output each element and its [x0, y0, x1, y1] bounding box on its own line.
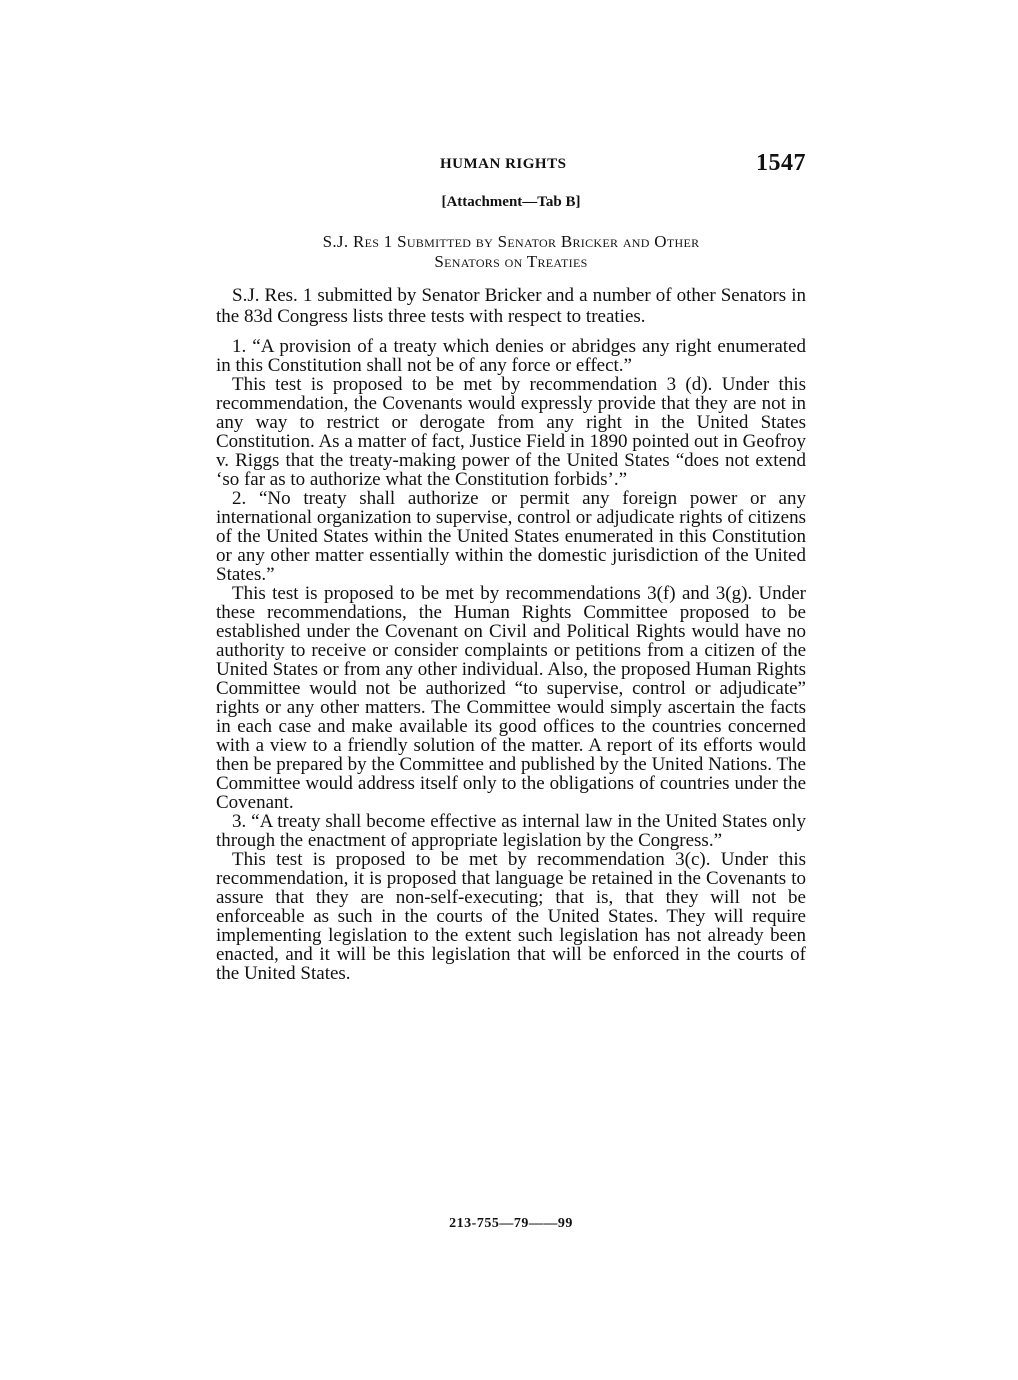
test-3-response: This test is proposed to be met by recommendation 3(c). Under this recommendation, it is proposed that language be retained in the Covenants to assure that they are non-self-executing; that is, that they will not be enforceable as such in the courts of the United States. They will require implementing legislation to the extent such legislation has not already been enacted, and it will be this legislation that will be enforced in the courts of the United States. — [216, 849, 806, 984]
running-title: HUMAN RIGHTS — [440, 156, 567, 172]
test-2-quote: 2. “No treaty shall authorize or permit any foreign power or any international organization to supervise, control or adjudicate rights of citizens of the United States within the United States enumerated in this Constitution or any other matter essentially within the domestic jurisdiction of the United States.” — [216, 488, 806, 585]
page-number: 1547 — [756, 150, 806, 176]
test-2-response: This test is proposed to be met by recommendations 3(f) and 3(g). Under these recommendations, the Human Rights Committee proposed to be established under the Covenant on Civil and Political Rights would have no authority to receive or consider complaints or petitions from a citizen of the United States or from any other individual. Also, the proposed Human Rights Committee would not be authorized “to supervise, control or adjudicate” rights or any other matters. The Committee would simply ascertain the facts in each case and make available its good offices to the countries concerned with a view to a friendly solution of the matter. A report of its efforts would then be prepared by the Committee and published by the United Nations. The Committee would address itself only to the obligations of countries under the Covenant. — [216, 583, 806, 813]
body-text — [216, 285, 806, 983]
running-head — [216, 150, 806, 182]
test-1-response: This test is proposed to be met by recommendation 3 (d). Under this recommendation, the Covenants would expressly provide that they are not in any way to restrict or derogate from any right in the United States Constitution. As a matter of fact, Justice Field in 1890 pointed out in Geofroy v. Riggs that the treaty-making power of the United States “does not extend ‘so far as to authorize what the Constitution forbids’.” — [216, 374, 806, 490]
section-heading-line-1: S.J. Res 1 Submitted by Senator Bricker and Other — [322, 232, 700, 251]
test-1-quote: 1. “A provision of a treaty which denies or abridges any right enumerated in this Constitution shall not be of any force or effect.” — [216, 336, 806, 376]
section-heading-line-2: Senators on Treaties — [434, 252, 588, 271]
intro-paragraph: S.J. Res. 1 submitted by Senator Bricker and a number of other Senators in the 83d Congress lists three tests with respect to treaties. — [216, 285, 806, 327]
footer-print-code: 213-755—79——99 — [449, 1216, 573, 1231]
attachment-label: [Attachment—Tab B] — [441, 194, 581, 210]
test-3-quote: 3. “A treaty shall become effective as internal law in the United States only through the enactment of appropriate legislation by the Congress.” — [216, 811, 806, 851]
section-heading — [216, 232, 806, 272]
